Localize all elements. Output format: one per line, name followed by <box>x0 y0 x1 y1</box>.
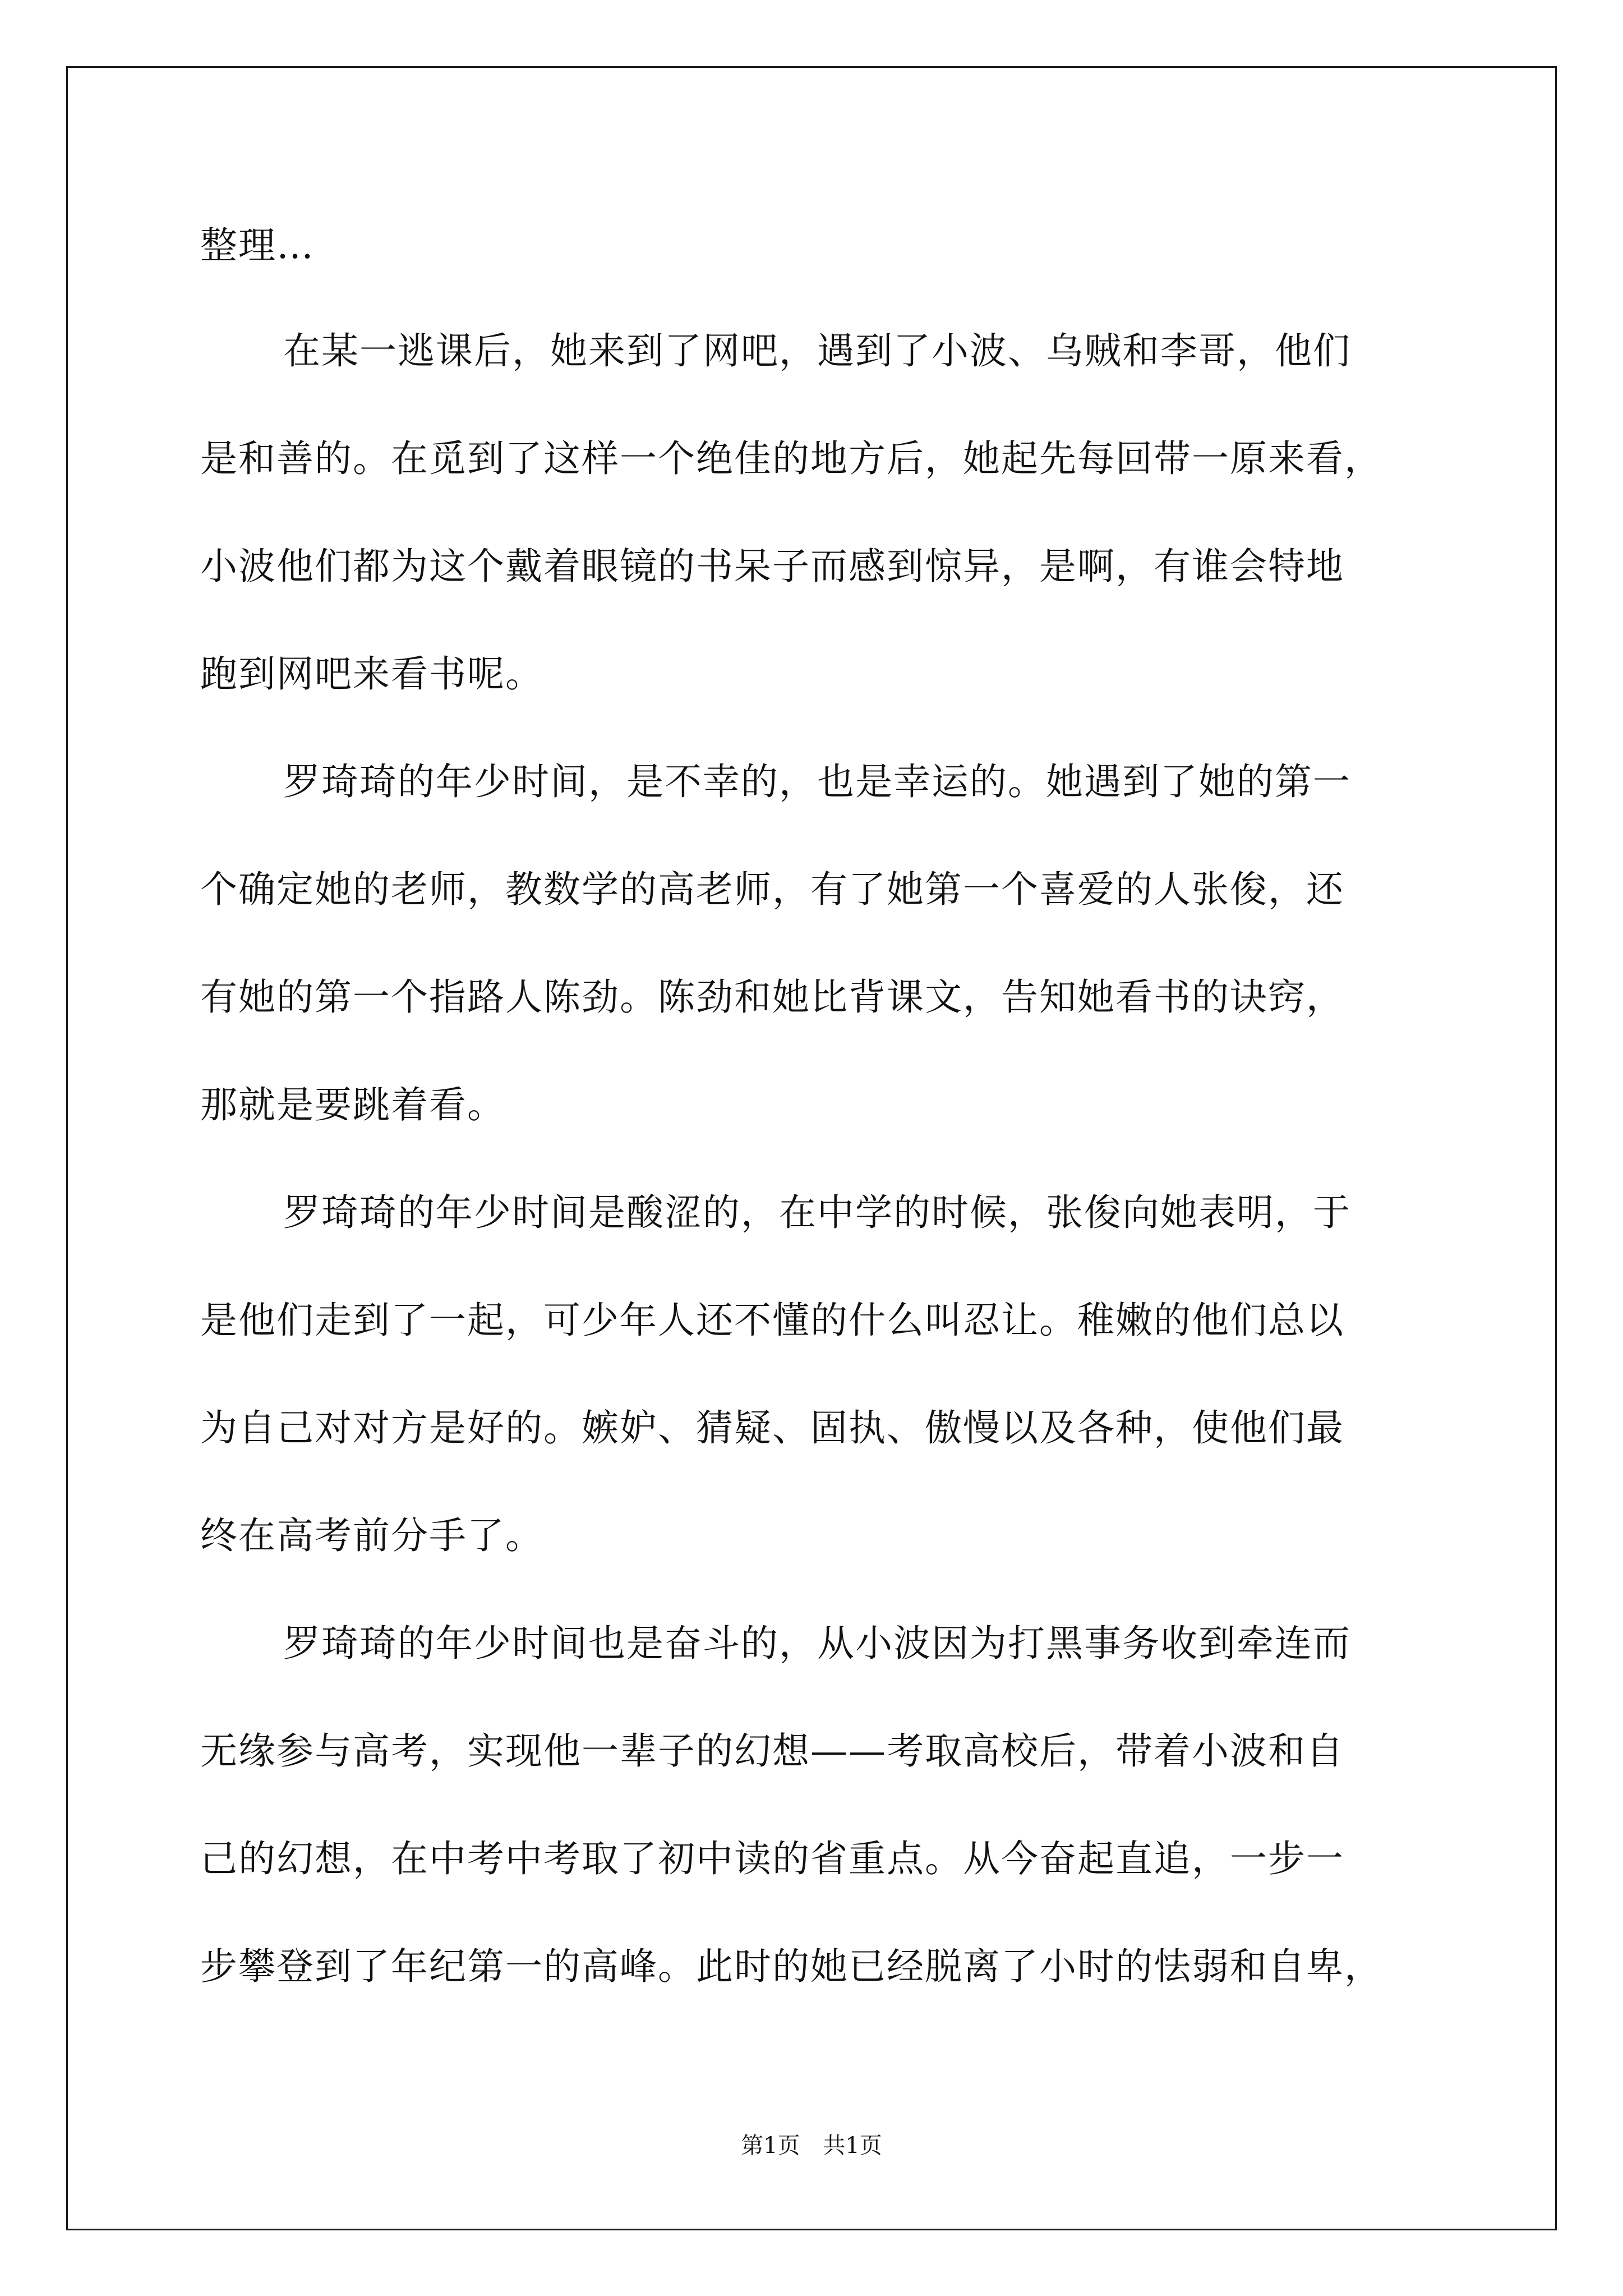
text-line: 为自己对对方是好的。嫉妒、猜疑、固执、傲慢以及各种，使他们最 <box>200 1406 1344 1450</box>
text-line: 在某一逃课后，她来到了网吧，遇到了小波、乌贼和李哥，他们 <box>283 329 1351 372</box>
page-number-total: 共1页 <box>823 2133 882 2159</box>
text-line: 有她的第一个指路人陈劲。陈劲和她比背课文，告知她看书的诀窍， <box>200 976 1344 1019</box>
text-line: 罗琦琦的年少时间是酸涩的，在中学的时候，张俊向她表明，于 <box>283 1191 1351 1234</box>
text-line: 跑到网吧来看书呢。 <box>200 652 543 696</box>
text-line: 那就是要跳着看。 <box>200 1083 505 1126</box>
page-footer <box>0 2132 1623 2160</box>
text-line: 罗琦琦的年少时间，是不幸的，也是幸运的。她遇到了她的第一 <box>283 760 1351 803</box>
text-line: 是他们走到了一起，可少年人还不懂的什么叫忍让。稚嫩的他们总以 <box>200 1299 1344 1342</box>
text-line: 整理… <box>200 224 315 267</box>
text-line: 是和善的。在觅到了这样一个绝佳的地方后，她起先每回带一原来看， <box>200 437 1382 480</box>
text-line: 终在高考前分手了。 <box>200 1514 543 1557</box>
text-line: 个确定她的老师，教数学的高老师，有了她第一个喜爱的人张俊，还 <box>200 868 1344 911</box>
text-line: 无缘参与高考，实现他一辈子的幻想——考取高校后，带着小波和自 <box>200 1729 1344 1773</box>
text-line: 己的幻想，在中考中考取了初中读的省重点。从今奋起直追，一步一 <box>200 1837 1344 1880</box>
page-number-current: 第1页 <box>741 2133 800 2159</box>
document-body <box>200 219 1434 1994</box>
text-line: 罗琦琦的年少时间也是奋斗的，从小波因为打黑事务收到牵连而 <box>283 1622 1351 1665</box>
text-line: 小波他们都为这个戴着眼镜的书呆子而感到惊异，是啊，有谁会特地 <box>200 545 1344 588</box>
text-line: 步攀登到了年纪第一的高峰。此时的她已经脱离了小时的怯弱和自卑， <box>200 1945 1382 1988</box>
